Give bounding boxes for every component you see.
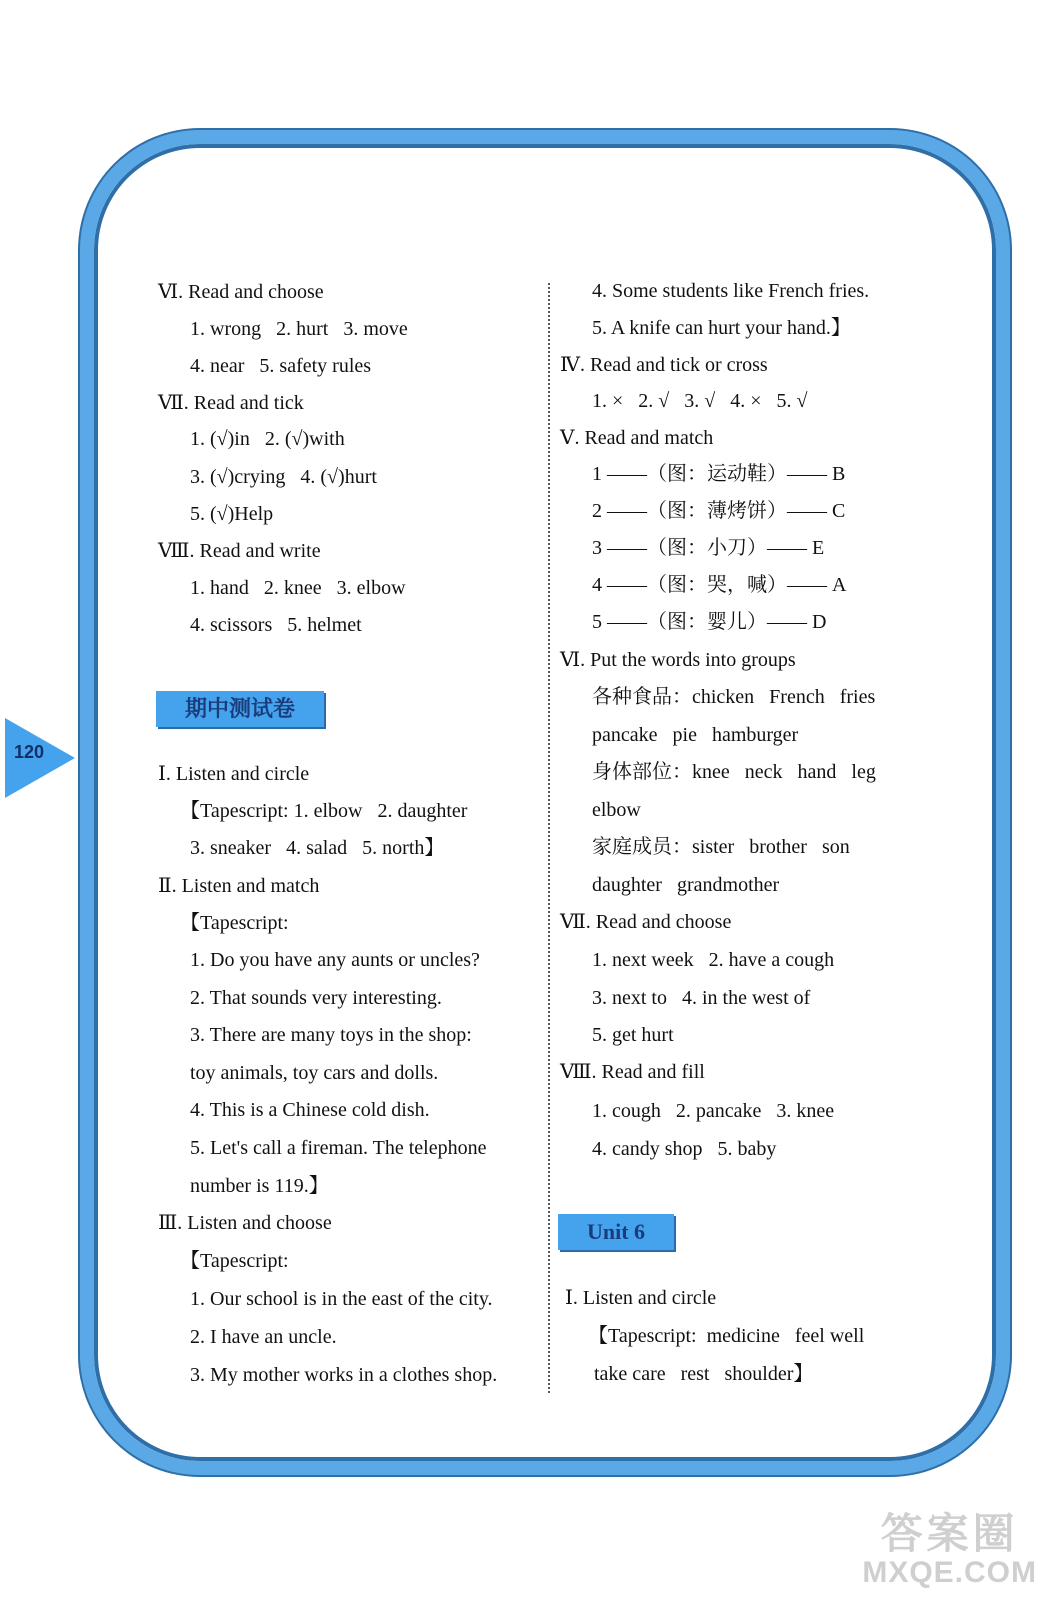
answer-line: 3 ——（图：小刀）—— E [592, 537, 825, 559]
section-heading: Ⅵ. Read and choose [158, 281, 324, 303]
answer-line: daughter grandmother [592, 874, 780, 896]
midterm-badge: 期中测试卷 [156, 691, 324, 727]
answer-line: elbow [592, 799, 641, 821]
tapescript-line: take care rest shoulder】 [594, 1363, 814, 1385]
answer-line: 4 ——（图：哭，喊）—— A [592, 574, 847, 596]
tapescript-line: 【Tapescript: [180, 912, 289, 934]
answer-line: 1. next week 2. have a cough [592, 949, 835, 971]
answer-line: 各种食品：chicken French fries [592, 686, 876, 708]
unit6-badge: Unit 6 [558, 1214, 674, 1250]
answer-line: 家庭成员：sister brother son [592, 836, 850, 858]
page-number: 120 [14, 742, 45, 762]
section-heading: Ⅴ. Read and match [560, 427, 714, 449]
answer-line: 2 ——（图：薄烤饼）—— C [592, 500, 846, 522]
answer-line: 3. next to 4. in the west of [592, 987, 811, 1009]
tapescript-line: 【Tapescript: medicine feel well [588, 1325, 865, 1347]
watermark-cn: 答案圈 [880, 1510, 1019, 1557]
tapescript-line: number is 119.】 [190, 1175, 329, 1197]
section-heading: Ⅷ. Read and fill [560, 1061, 705, 1083]
tapescript-line: 1. Do you have any aunts or uncles? [190, 949, 480, 971]
section-heading: Ⅰ. Listen and circle [158, 763, 310, 785]
tapescript-line: 1. Our school is in the east of the city. [190, 1288, 493, 1310]
answer-line: 5. A knife can hurt your hand.】 [592, 317, 851, 339]
watermark [862, 1512, 1037, 1590]
section-heading: Ⅳ. Read and tick or cross [560, 354, 768, 376]
tapescript-line: 3. sneaker 4. salad 5. north】 [190, 837, 445, 859]
section-heading: Ⅶ. Read and tick [158, 392, 304, 414]
answer-line: 1. hand 2. knee 3. elbow [190, 577, 406, 599]
section-heading: Ⅵ. Put the words into groups [560, 649, 796, 671]
answer-line: 5 ——（图：婴儿）—— D [592, 611, 827, 633]
answer-line: 3. (√)crying 4. (√)hurt [190, 466, 377, 488]
answer-line: 4. Some students like French fries. [592, 280, 870, 302]
answer-line: 5. (√)Help [190, 503, 274, 525]
section-heading: Ⅶ. Read and choose [560, 911, 732, 933]
answer-line: 1. cough 2. pancake 3. knee [592, 1100, 835, 1122]
tapescript-line: 【Tapescript: [180, 1250, 289, 1272]
tapescript-line: 5. Let's call a fireman. The telephone [190, 1137, 487, 1159]
answer-line: 1 ——（图：运动鞋）—— B [592, 463, 846, 485]
answer-line: 1. (√)in 2. (√)with [190, 428, 345, 450]
column-divider [548, 283, 550, 1393]
tapescript-line: 2. That sounds very interesting. [190, 987, 442, 1009]
section-heading: Ⅷ. Read and write [158, 540, 321, 562]
tapescript-line: 3. There are many toys in the shop: [190, 1024, 472, 1046]
answer-line: 4. near 5. safety rules [190, 355, 372, 377]
tapescript-line: toy animals, toy cars and dolls. [190, 1062, 439, 1084]
answer-line: 1. × 2. √ 3. √ 4. × 5. √ [592, 390, 808, 412]
section-heading: Ⅰ. Listen and circle [565, 1287, 717, 1309]
section-heading: Ⅱ. Listen and match [158, 875, 320, 897]
tapescript-line: 2. I have an uncle. [190, 1326, 337, 1348]
answer-line: 身体部位：knee neck hand leg [592, 761, 876, 783]
answer-line: 1. wrong 2. hurt 3. move [190, 318, 408, 340]
answer-line: 5. get hurt [592, 1024, 674, 1046]
answer-line: pancake pie hamburger [592, 724, 799, 746]
answer-line: 4. scissors 5. helmet [190, 614, 362, 636]
tapescript-line: 4. This is a Chinese cold dish. [190, 1099, 430, 1121]
tapescript-line: 3. My mother works in a clothes shop. [190, 1364, 498, 1386]
tapescript-line: 【Tapescript: 1. elbow 2. daughter [180, 800, 468, 822]
watermark-url: MXQE.COM [862, 1556, 1037, 1589]
section-heading: Ⅲ. Listen and choose [158, 1212, 332, 1234]
answer-line: 4. candy shop 5. baby [592, 1138, 777, 1160]
